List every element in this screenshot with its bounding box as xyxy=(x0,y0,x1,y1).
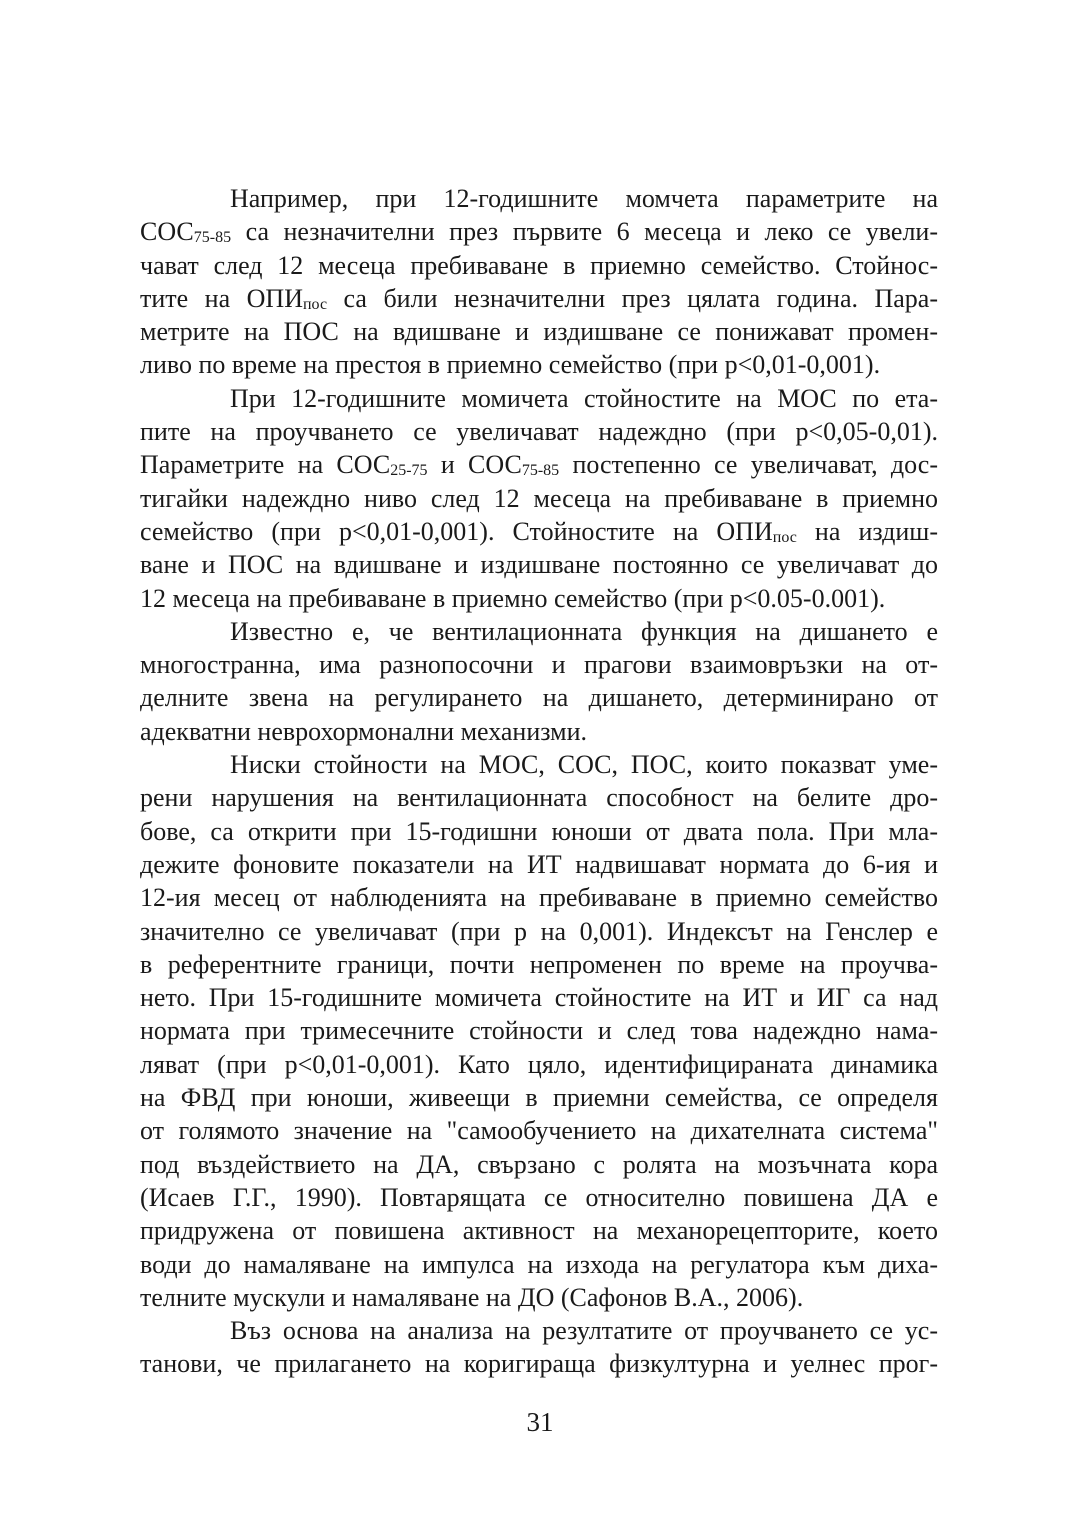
text-run: нормата при тримесечните стойности и след това надеждно нама- xyxy=(140,1016,938,1046)
page-body xyxy=(140,182,938,1381)
text-run: семейство (при р<0,01-0,001). Стойностите на ОПИ xyxy=(140,516,773,546)
text-line xyxy=(140,948,938,981)
text-line xyxy=(140,1114,938,1147)
text-run: води до намаляване на импулса на изхода на регулатора към диха- xyxy=(140,1249,938,1279)
text-line xyxy=(140,1281,938,1314)
text-run: значително се увеличават (при р на 0,001). Индексът на Генслер е xyxy=(140,916,938,946)
text-line xyxy=(140,315,938,348)
text-line xyxy=(140,448,938,481)
text-line xyxy=(140,282,938,315)
text-run: тите на ОПИ xyxy=(140,283,303,313)
text-line xyxy=(140,1081,938,1114)
text-run: Въз основа на анализа на резултатите от проучването се ус- xyxy=(230,1316,938,1346)
text-line xyxy=(140,915,938,948)
text-run: (Исаев Г.Г., 1990). Повтарящата се относително повишена ДА е xyxy=(140,1182,938,1212)
text-line xyxy=(140,748,938,781)
text-run: При 12-годишните момичета стойностите на МОС по ета- xyxy=(230,383,938,413)
text-line xyxy=(140,1347,938,1380)
paragraph xyxy=(140,182,938,382)
text-run: Например, при 12-годишните момчета параметрите на xyxy=(230,184,938,213)
text-line xyxy=(140,981,938,1014)
text-line xyxy=(140,582,938,615)
subscript: 25-75 xyxy=(390,462,428,480)
text-run: делните звена на регулирането на дишането, детерминирано от xyxy=(140,683,938,713)
text-line xyxy=(140,615,938,648)
text-run: рени нарушения на вентилационната способност на белите дро- xyxy=(140,783,938,813)
text-run: ване и ПОС на вдишване и издишване постоянно се увеличават до xyxy=(140,550,938,580)
text-line xyxy=(140,515,938,548)
subscript: 75-85 xyxy=(193,229,232,247)
text-line xyxy=(140,1048,938,1081)
text-line xyxy=(140,415,938,448)
text-line xyxy=(140,781,938,814)
text-run: Известно е, че вентилационната функция на дишането е xyxy=(230,616,938,646)
text-run: са незначителни през първите 6 месеца и леко се увели- xyxy=(231,217,938,247)
text-line xyxy=(140,1314,938,1347)
text-line xyxy=(140,848,938,881)
text-line xyxy=(140,1248,938,1281)
text-line xyxy=(140,815,938,848)
text-line xyxy=(140,648,938,681)
text-line xyxy=(140,249,938,282)
text-run: на ФВД при юноши, живеещи в приемни семейства, се определя xyxy=(140,1083,938,1113)
subscript: 75-85 xyxy=(521,462,560,480)
page-number: 31 xyxy=(526,1407,554,1437)
text-line xyxy=(140,182,938,215)
text-run: СОС xyxy=(140,217,194,247)
text-run: постепенно се увеличават, дос- xyxy=(559,450,938,480)
text-run: на издиш- xyxy=(796,516,938,546)
text-run: ляват (при р<0,01-0,001). Като цяло, идентифицираната динамика xyxy=(140,1049,938,1079)
text-line xyxy=(140,482,938,515)
text-run: Параметрите на СОС xyxy=(140,450,391,480)
text-run: чават след 12 месеца пребиваване в приемно семейство. Стойнос- xyxy=(140,250,938,280)
text-run: многостранна, има разнопосочни и прагови взаимовръзки на от- xyxy=(140,650,938,680)
text-run: в референтните граници, почти непроменен по време на проучва- xyxy=(140,949,938,979)
text-line xyxy=(140,382,938,415)
paragraph xyxy=(140,1314,938,1381)
text-run: бове, са открити при 15-годишни юноши от двата пола. При мла- xyxy=(140,816,938,846)
text-line xyxy=(140,881,938,914)
text-run: и СОС xyxy=(427,450,522,480)
text-run: метрите на ПОС на вдишване и издишване се понижават промен- xyxy=(140,317,938,347)
text-run: Ниски стойности на МОС, СОС, ПОС, които показват уме- xyxy=(230,750,938,780)
text-line xyxy=(140,548,938,581)
text-run: от голямото значение на "самообучението на дихателната система" xyxy=(140,1116,938,1146)
text-run: под въздействието на ДА, свързано с ролята на мозъчната кора xyxy=(140,1149,938,1179)
text-run: ливо по време на престоя в приемно семейство (при р<0,01-0,001). xyxy=(140,350,881,380)
text-run: 12 месеца на пребиваване в приемно семейство (при р<0.05-0.001). xyxy=(140,583,886,613)
text-run: танови, че прилагането на коригираща физкултурна и уелнес прог- xyxy=(140,1349,938,1379)
text-line xyxy=(140,1148,938,1181)
text-line xyxy=(140,215,938,248)
text-run: 12-ия месец от наблюденията на пребиваване в приемно семейство xyxy=(140,883,938,913)
text-run: придружена от повишена активност на механорецепторите, което xyxy=(140,1216,938,1246)
paragraph xyxy=(140,615,938,748)
text-line xyxy=(140,1014,938,1047)
text-run: дежите фоновите показатели на ИТ надвишават нормата до 6-ия и xyxy=(140,849,938,879)
subscript: пос xyxy=(772,528,797,546)
text-line xyxy=(140,1214,938,1247)
paragraph xyxy=(140,748,938,1314)
text-run: тигайки надеждно ниво след 12 месеца на пребиваване в приемно xyxy=(140,483,938,513)
text-run: адекватни неврохормонални механизми. xyxy=(140,716,588,746)
text-run: пите на проучването се увеличават надеждно (при р<0,05-0,01). xyxy=(140,417,938,447)
text-line xyxy=(140,348,938,381)
text-run: телните мускули и намаляване на ДО (Сафонов В.А., 2006). xyxy=(140,1282,804,1312)
text-run: нето. При 15-годишните момичета стойностите на ИТ и ИГ са над xyxy=(140,983,938,1013)
text-line xyxy=(140,715,938,748)
text-line xyxy=(140,1181,938,1214)
subscript: пос xyxy=(302,295,328,313)
paragraph xyxy=(140,382,938,615)
text-line xyxy=(140,681,938,714)
text-run: са били незначителни през цялата година. Пара- xyxy=(327,283,939,313)
